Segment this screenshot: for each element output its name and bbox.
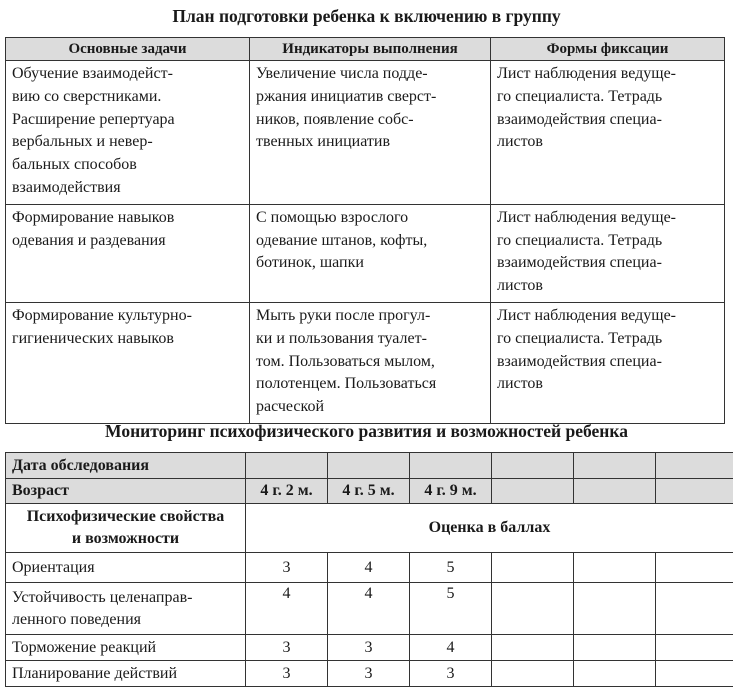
plan-row bbox=[6, 61, 725, 205]
score-cell: 3 bbox=[328, 635, 410, 661]
text-line: листов bbox=[497, 133, 543, 151]
monitoring-title: Мониторинг психофизического развития и возможностей ребенка bbox=[105, 421, 628, 441]
text-line: Формирование культурно- bbox=[12, 306, 192, 324]
text-line: вию со сверстниками. bbox=[12, 87, 162, 105]
plan-form-cell bbox=[491, 302, 725, 423]
plan-task-cell bbox=[6, 204, 250, 302]
score-label: Оценка в баллах bbox=[246, 504, 733, 553]
text-line: Торможение реакций bbox=[12, 638, 157, 656]
plan-row bbox=[6, 302, 725, 423]
text-line: твенных инициатив bbox=[256, 133, 391, 151]
exam-date-cell bbox=[656, 453, 733, 479]
text-line: ботинок, шапки bbox=[256, 254, 364, 272]
plan-form-cell bbox=[491, 61, 725, 205]
score-cell: 4 bbox=[410, 635, 492, 661]
plan-indicator-cell bbox=[250, 204, 491, 302]
text-line: Обучение взаимодейст- bbox=[12, 65, 173, 82]
monitoring-property-name bbox=[6, 553, 246, 583]
score-cell bbox=[574, 553, 656, 583]
plan-table bbox=[5, 37, 725, 424]
exam-date-cell bbox=[246, 453, 328, 479]
score-cell: 5 bbox=[410, 583, 492, 635]
score-cell bbox=[574, 583, 656, 635]
score-cell bbox=[492, 661, 574, 687]
score-cell bbox=[656, 661, 733, 687]
plan-header-tasks: Основные задачи bbox=[6, 38, 250, 61]
monitoring-row bbox=[6, 583, 733, 635]
age-cell: 4 г. 5 м. bbox=[328, 479, 410, 504]
score-cell bbox=[574, 661, 656, 687]
plan-task-cell bbox=[6, 61, 250, 205]
text-line: том. Пользоваться мылом, bbox=[256, 352, 435, 370]
age-cell bbox=[492, 479, 574, 504]
text-line: взаимодействия специа- bbox=[497, 352, 662, 370]
score-cell bbox=[492, 635, 574, 661]
text-line: го специалиста. Тетрадь bbox=[497, 329, 663, 347]
text-line: одевания и раздевания bbox=[12, 231, 166, 249]
plan-header-row bbox=[6, 38, 725, 61]
plan-header-indicators: Индикаторы выполнения bbox=[250, 38, 491, 61]
text-line: гигиенических навыков bbox=[12, 329, 174, 347]
score-cell: 3 bbox=[328, 661, 410, 687]
monitoring-property-name bbox=[6, 635, 246, 661]
age-cell: 4 г. 9 м. bbox=[410, 479, 492, 504]
text-line: Лист наблюдения ведуще- bbox=[497, 306, 677, 324]
text-line: ржания инициатив сверст- bbox=[256, 87, 437, 105]
text-line: ленного поведения bbox=[12, 610, 142, 628]
text-line: го специалиста. Тетрадь bbox=[497, 87, 663, 105]
age-cell bbox=[574, 479, 656, 504]
text-line: Увеличение числа подде- bbox=[256, 65, 428, 82]
score-cell: 5 bbox=[410, 553, 492, 583]
text-line: Лист наблюдения ведуще- bbox=[497, 208, 677, 226]
exam-date-cell bbox=[492, 453, 574, 479]
age-cell: 4 г. 2 м. bbox=[246, 479, 328, 504]
text-line: Формирование навыков bbox=[12, 208, 175, 226]
score-cell: 3 bbox=[246, 553, 328, 583]
plan-indicator-cell bbox=[250, 302, 491, 423]
text-line: листов bbox=[497, 375, 543, 393]
text-line: бальных способов bbox=[12, 156, 137, 174]
text-line: листов bbox=[497, 277, 543, 295]
plan-indicator-cell bbox=[250, 61, 491, 205]
score-cell: 4 bbox=[328, 553, 410, 583]
score-cell: 3 bbox=[246, 661, 328, 687]
monitoring-table bbox=[5, 452, 733, 687]
properties-label-line: Психофизические свойства bbox=[26, 508, 225, 525]
text-line: взаимодействия специа- bbox=[497, 254, 662, 272]
score-cell bbox=[656, 635, 733, 661]
text-line: ников, появление собс- bbox=[256, 110, 414, 128]
text-line: Устойчивость целенаправ- bbox=[12, 588, 193, 606]
exam-date-cell bbox=[410, 453, 492, 479]
properties-label-line: и возможности bbox=[71, 530, 180, 547]
monitoring-property-name bbox=[6, 661, 246, 687]
text-line: взаимодействия bbox=[12, 178, 121, 196]
plan-title: План подготовки ребенка к включению в группу bbox=[172, 6, 561, 26]
exam-date-row bbox=[6, 453, 733, 479]
text-line: ки и пользования туалет- bbox=[256, 329, 427, 347]
score-cell bbox=[656, 583, 733, 635]
score-cell: 4 bbox=[246, 583, 328, 635]
age-row bbox=[6, 479, 733, 504]
text-line: одевание штанов, кофты, bbox=[256, 231, 428, 249]
text-line: вербальных и невер- bbox=[12, 133, 153, 151]
monitoring-row bbox=[6, 553, 733, 583]
score-cell: 3 bbox=[246, 635, 328, 661]
text-line: Мыть руки после прогул- bbox=[256, 306, 431, 324]
monitoring-row bbox=[6, 661, 733, 687]
exam-date-label: Дата обследования bbox=[6, 453, 246, 479]
exam-date-cell bbox=[328, 453, 410, 479]
monitoring-row bbox=[6, 635, 733, 661]
text-line: Ориентация bbox=[12, 558, 95, 576]
score-cell bbox=[492, 553, 574, 583]
text-line: Расширение репертуара bbox=[12, 110, 175, 128]
text-line: полотенцем. Пользоваться bbox=[256, 375, 437, 393]
plan-row bbox=[6, 204, 725, 302]
text-line: Лист наблюдения ведуще- bbox=[497, 65, 677, 82]
text-line: го специалиста. Тетрадь bbox=[497, 231, 663, 249]
text-line: взаимодействия специа- bbox=[497, 110, 662, 128]
text-line: расческой bbox=[256, 398, 325, 416]
score-cell: 4 bbox=[328, 583, 410, 635]
monitoring-property-name bbox=[6, 583, 246, 635]
text-line: Планирование действий bbox=[12, 664, 178, 682]
score-cell bbox=[492, 583, 574, 635]
score-cell bbox=[574, 635, 656, 661]
plan-task-cell bbox=[6, 302, 250, 423]
score-cell: 3 bbox=[410, 661, 492, 687]
properties-label bbox=[6, 504, 246, 553]
age-label: Возраст bbox=[6, 479, 246, 504]
plan-header-forms: Формы фиксации bbox=[491, 38, 725, 61]
age-cell bbox=[656, 479, 733, 504]
properties-header-row bbox=[6, 504, 733, 553]
score-cell bbox=[656, 553, 733, 583]
plan-form-cell bbox=[491, 204, 725, 302]
exam-date-cell bbox=[574, 453, 656, 479]
text-line: С помощью взрослого bbox=[256, 208, 409, 226]
